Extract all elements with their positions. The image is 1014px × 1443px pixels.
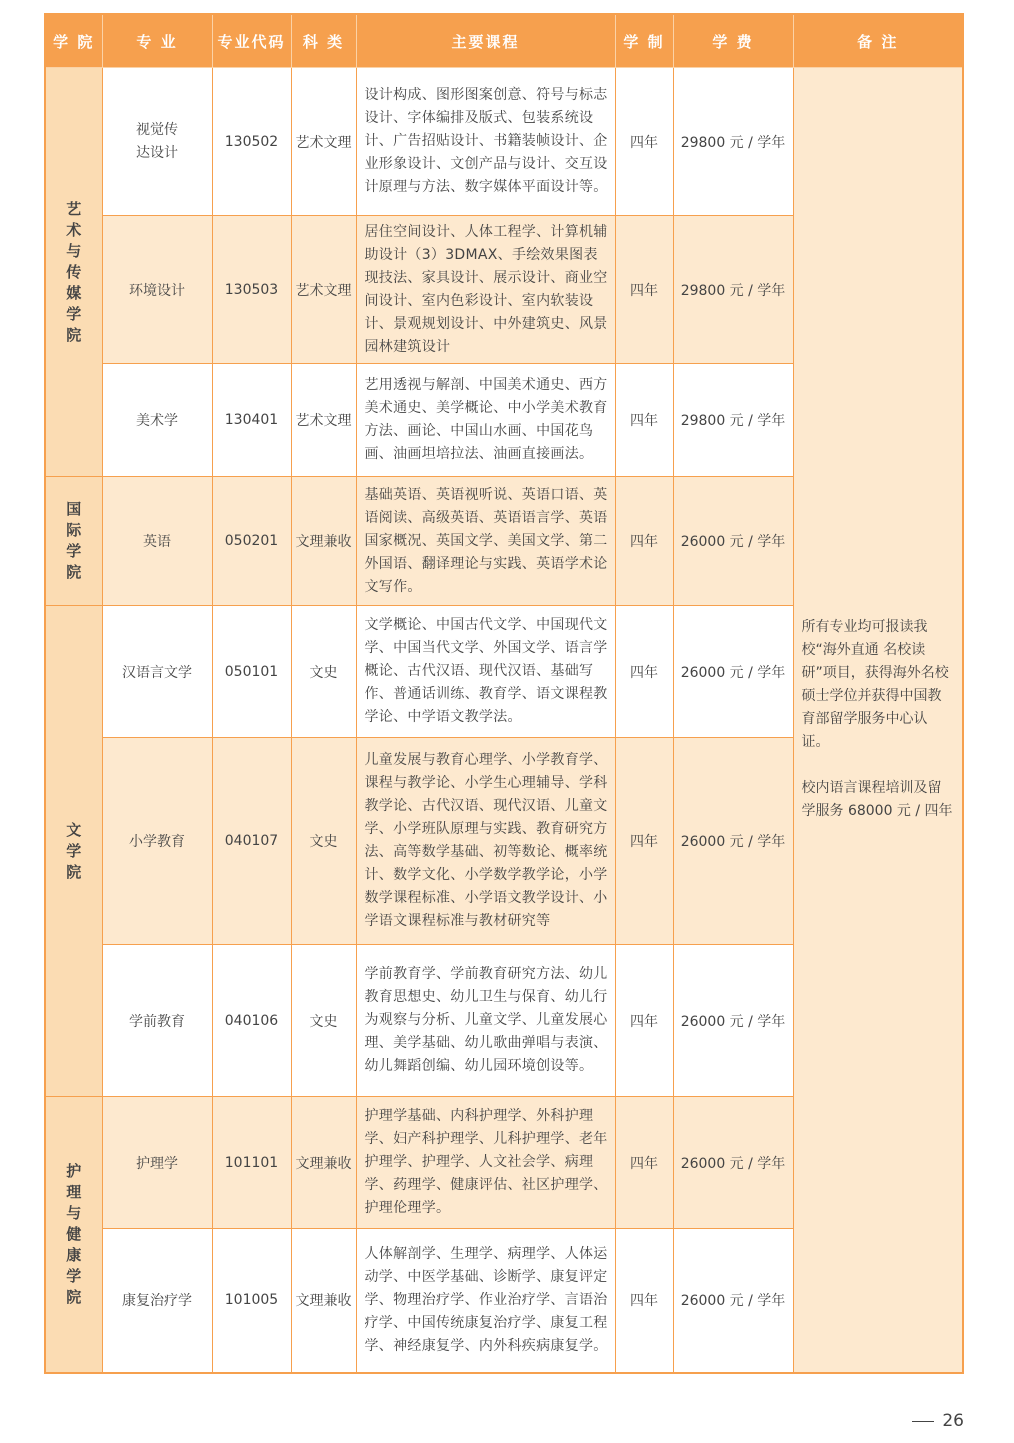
note-paragraph-2: 校内语言课程培训及留学服务 68000 元 / 四年 (801, 780, 953, 820)
courses-cell: 艺用透视与解剖、中国美术通史、西方美术通史、美学概论、中小学美术教育方法、画论、中国山水画、中国花鸟画、油画坦培拉法、油画直接画法。 (356, 364, 615, 477)
duration-cell: 四年 (615, 606, 673, 738)
duration-cell: 四年 (615, 216, 673, 364)
program-table (44, 13, 964, 1374)
fee-cell: 29800 元 / 学年 (673, 364, 793, 477)
fee-cell: 26000 元 / 学年 (673, 1097, 793, 1229)
college-cell: 护理与健康学院 (45, 1097, 102, 1373)
major-cell: 小学教育 (102, 738, 212, 945)
fee-cell: 26000 元 / 学年 (673, 945, 793, 1097)
page-number (912, 1411, 964, 1431)
duration-cell: 四年 (615, 1229, 673, 1373)
code-cell: 130502 (212, 68, 291, 216)
code-cell: 050201 (212, 477, 291, 606)
duration-cell: 四年 (615, 68, 673, 216)
fee-cell: 29800 元 / 学年 (673, 216, 793, 364)
fee-cell: 26000 元 / 学年 (673, 606, 793, 738)
courses-cell: 儿童发展与教育心理学、小学教育学、课程与教学论、小学生心理辅导、学科教学论、古代汉语、现代汉语、儿童文学、小学班队原理与实践、教育研究方法、高等数学基础、初等数论、概率统计、数学文化、小学数学教学论，小学数学课程标准、小学语文教学设计、小学语文课程标准与教材研究等 (356, 738, 615, 945)
courses-cell: 人体解剖学、生理学、病理学、人体运动学、中医学基础、诊断学、康复评定学、物理治疗学、作业治疗学、言语治疗学、中国传统康复治疗学、康复工程学、神经康复学、内外科疾病康复学。 (356, 1229, 615, 1373)
college-cell: 国际学院 (45, 477, 102, 606)
category-cell: 艺术文理 (291, 364, 356, 477)
header-courses: 主要课程 (356, 14, 615, 68)
code-cell: 130401 (212, 364, 291, 477)
duration-cell: 四年 (615, 1097, 673, 1229)
code-cell: 101101 (212, 1097, 291, 1229)
college-cell: 艺术与传媒学院 (45, 68, 102, 477)
header-major: 专 业 (102, 14, 212, 68)
major-cell: 英语 (102, 477, 212, 606)
duration-cell: 四年 (615, 945, 673, 1097)
courses-cell: 护理学基础、内科护理学、外科护理学、妇产科护理学、儿科护理学、老年护理学、护理学、人文社会学、病理学、药理学、健康评估、社区护理学、护理伦理学。 (356, 1097, 615, 1229)
header-fee: 学 费 (673, 14, 793, 68)
code-cell: 130503 (212, 216, 291, 364)
major-cell: 康复治疗学 (102, 1229, 212, 1373)
fee-cell: 29800 元 / 学年 (673, 68, 793, 216)
table-row (45, 68, 963, 216)
major-cell: 视觉传达设计 (102, 68, 212, 216)
major-cell: 汉语言文学 (102, 606, 212, 738)
major-cell: 学前教育 (102, 945, 212, 1097)
code-cell: 040107 (212, 738, 291, 945)
header-code: 专业代码 (212, 14, 291, 68)
courses-cell: 居住空间设计、人体工程学、计算机辅助设计（3）3DMAX、手绘效果图表现技法、家具设计、展示设计、商业空间设计、室内色彩设计、室内软装设计、景观规划设计、中外建筑史、风景园林建筑设计 (356, 216, 615, 364)
header-college: 学 院 (45, 14, 102, 68)
page-number-text: 26 (942, 1411, 964, 1431)
courses-cell: 文学概论、中国古代文学、中国现代文学、中国当代文学、外国文学、语言学概论、古代汉语、现代汉语、基础写作、普通话训练、教育学、语文课程教学论、中学语文教学法。 (356, 606, 615, 738)
category-cell: 文史 (291, 606, 356, 738)
fee-cell: 26000 元 / 学年 (673, 477, 793, 606)
courses-cell: 学前教育学、学前教育研究方法、幼儿教育思想史、幼儿卫生与保育、幼儿行为观察与分析、儿童文学、儿童发展心理、美学基础、幼儿歌曲弹唱与表演、幼儿舞蹈创编、幼儿园环境创设等。 (356, 945, 615, 1097)
duration-cell: 四年 (615, 738, 673, 945)
college-cell: 文学院 (45, 606, 102, 1097)
category-cell: 文理兼收 (291, 1229, 356, 1373)
category-cell: 艺术文理 (291, 68, 356, 216)
page-number-dash (912, 1421, 934, 1422)
code-cell: 050101 (212, 606, 291, 738)
major-cell: 环境设计 (102, 216, 212, 364)
header-duration: 学 制 (615, 14, 673, 68)
program-table-wrapper (44, 13, 962, 1374)
courses-cell: 基础英语、英语视听说、英语口语、英语阅读、高级英语、英语语言学、英语国家概况、英国文学、美国文学、第二外国语、翻译理论与实践、英语学术论文写作。 (356, 477, 615, 606)
note-paragraph-1: 所有专业均可报读我校“海外直通 名校读研”项目，获得海外名校硕士学位并获得中国教育部留学服务中心认证。 (801, 619, 949, 751)
header-category: 科 类 (291, 14, 356, 68)
header-note: 备 注 (793, 14, 963, 68)
major-cell: 美术学 (102, 364, 212, 477)
table-header-row (45, 14, 963, 68)
category-cell: 文史 (291, 738, 356, 945)
category-cell: 文理兼收 (291, 1097, 356, 1229)
duration-cell: 四年 (615, 364, 673, 477)
courses-cell: 设计构成、图形图案创意、符号与标志设计、字体编排及版式、包装系统设计、广告招贴设计、书籍装帧设计、企业形象设计、文创产品与设计、交互设计原理与方法、数字媒体平面设计等。 (356, 68, 615, 216)
category-cell: 艺术文理 (291, 216, 356, 364)
fee-cell: 26000 元 / 学年 (673, 1229, 793, 1373)
category-cell: 文史 (291, 945, 356, 1097)
major-cell: 护理学 (102, 1097, 212, 1229)
fee-cell: 26000 元 / 学年 (673, 738, 793, 945)
duration-cell: 四年 (615, 477, 673, 606)
category-cell: 文理兼收 (291, 477, 356, 606)
code-cell: 040106 (212, 945, 291, 1097)
code-cell: 101005 (212, 1229, 291, 1373)
note-cell (793, 68, 963, 1373)
